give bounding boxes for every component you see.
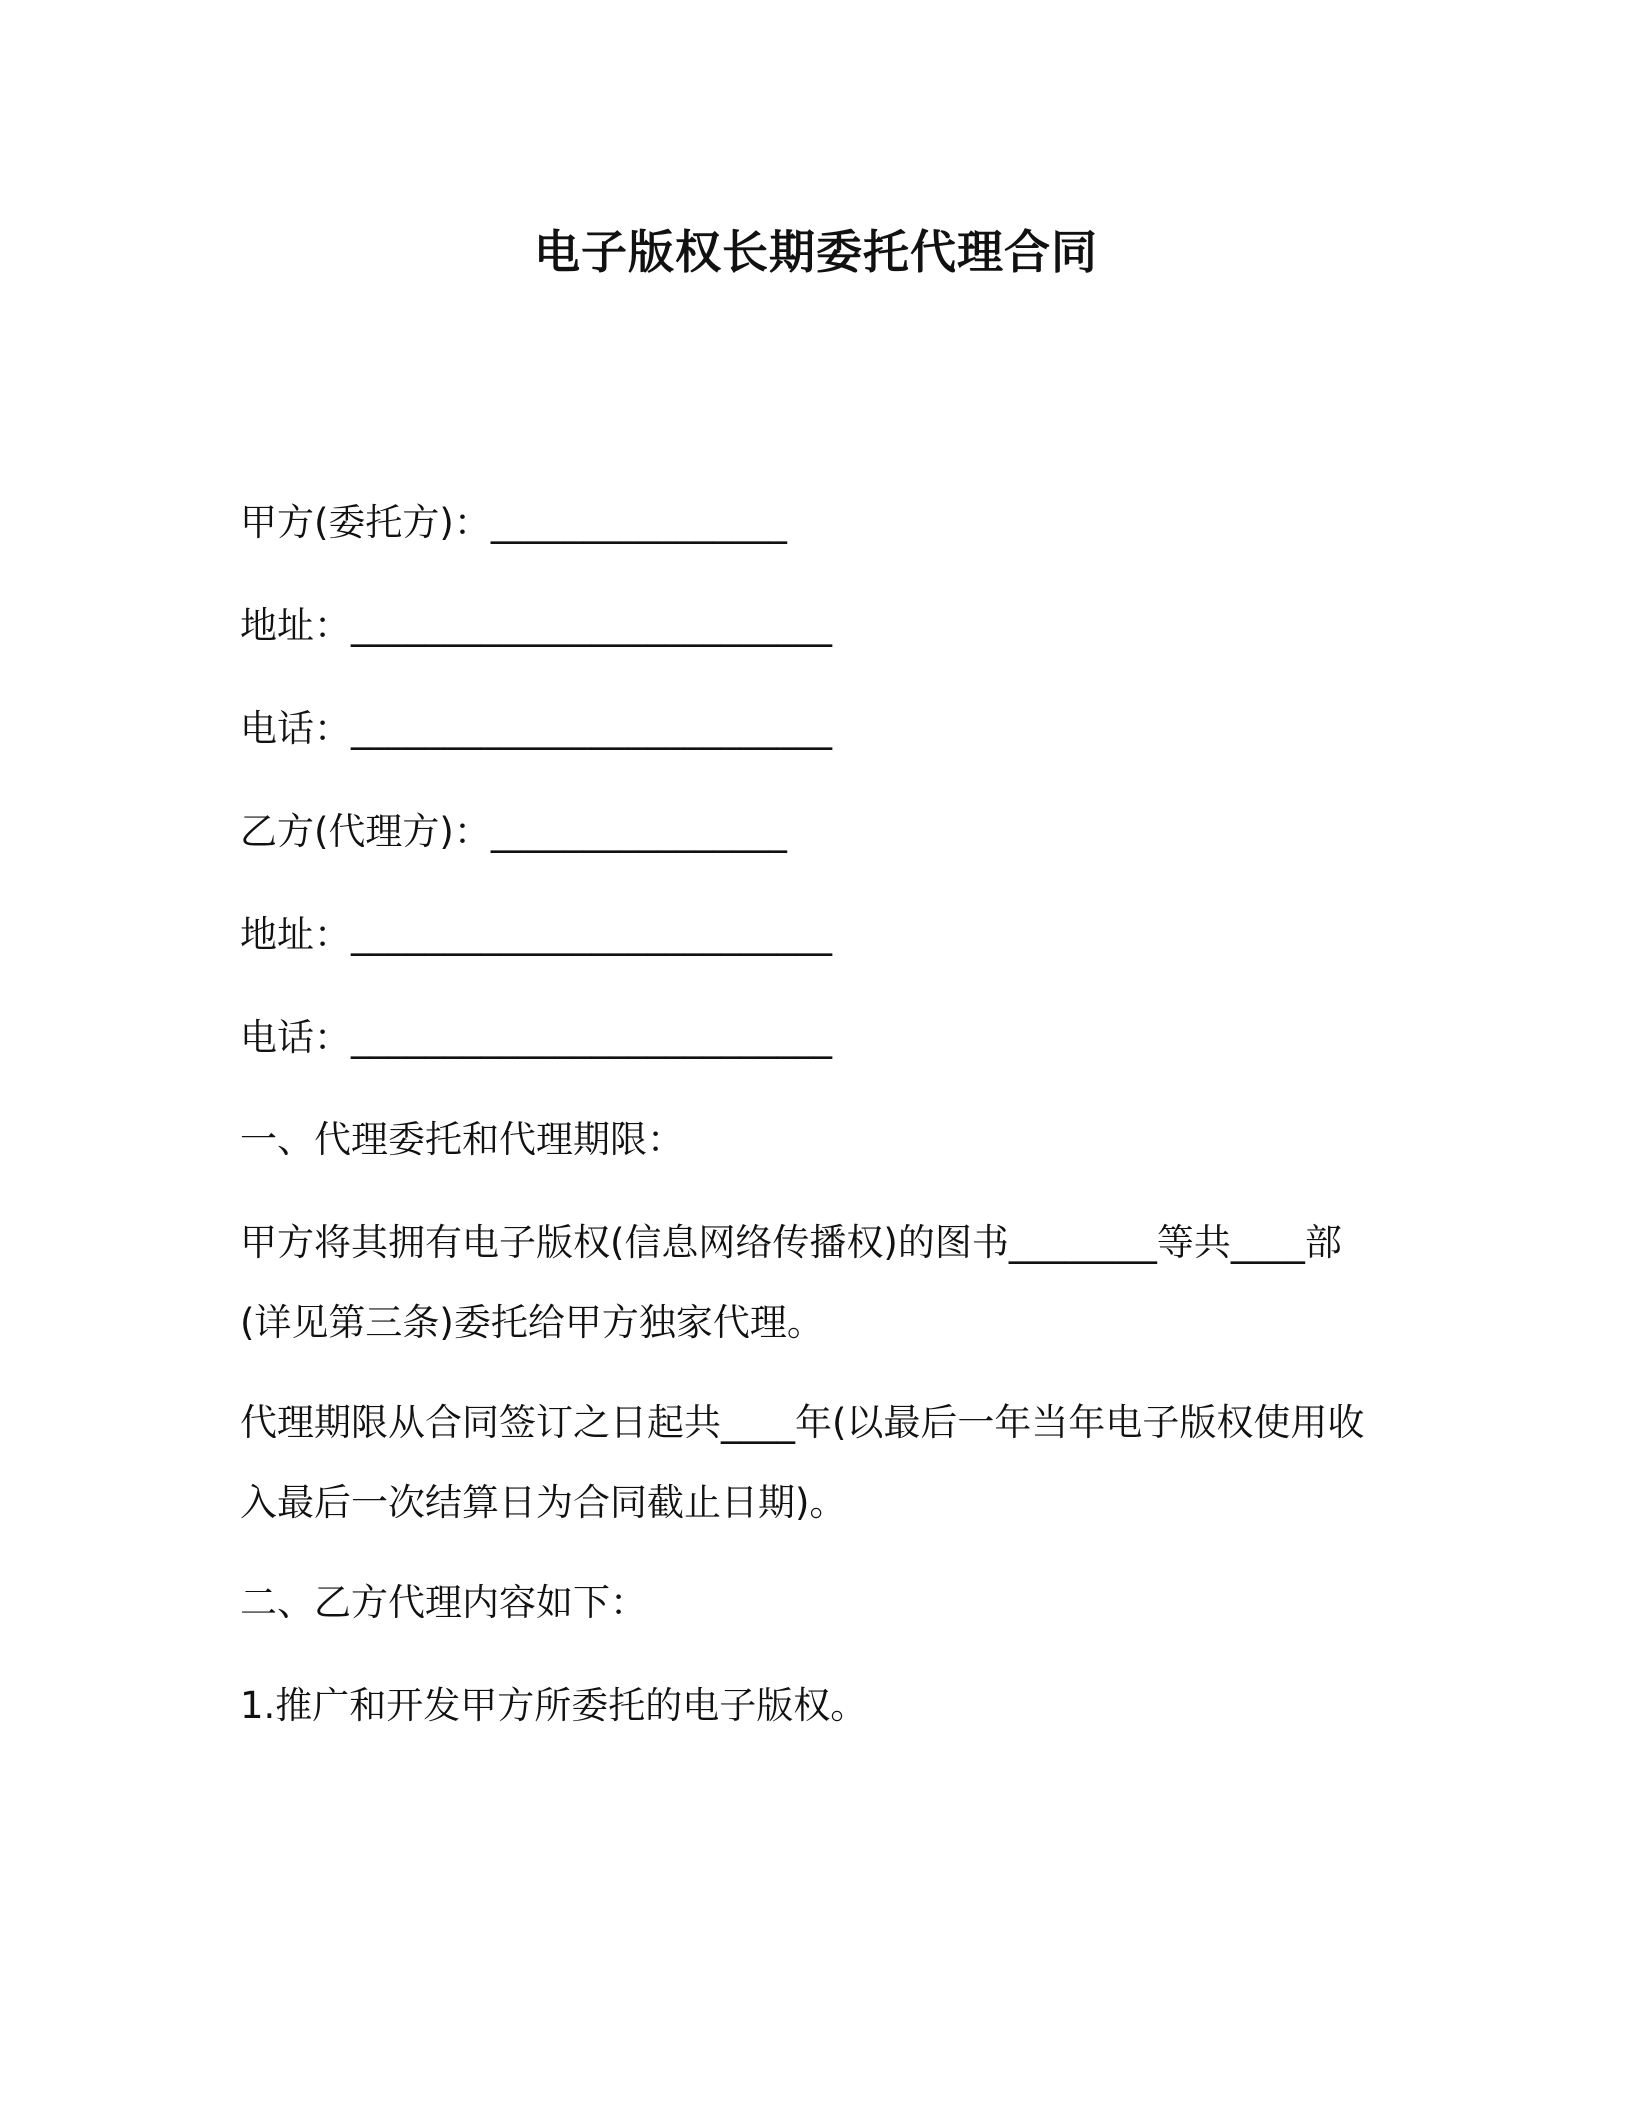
- party-a-phone-line: 电话：__________________________: [240, 707, 832, 750]
- section-1-paragraph-2: [240, 1398, 1380, 1558]
- party-a-name-line: 甲方(委托方)：________________: [240, 501, 787, 544]
- paragraph-line: 代理期限从合同签订之日起共____年(以最后一年当年电子版权使用收: [240, 1401, 1365, 1444]
- party-b-address-line: 地址：__________________________: [240, 913, 832, 956]
- section-2-item-1: 1.推广和开发甲方所委托的电子版权。: [240, 1684, 868, 1727]
- section-2-heading: 二、乙方代理内容如下：: [240, 1581, 647, 1624]
- section-1-heading: 一、代理委托和代理期限：: [240, 1118, 684, 1161]
- party-a-address-line: 地址：__________________________: [240, 604, 832, 647]
- party-b-name-line: 乙方(代理方)：________________: [240, 810, 787, 853]
- document-title: 电子版权长期委托代理合同: [534, 225, 1098, 279]
- paragraph-line: 入最后一次结算日为合同截止日期)。: [240, 1481, 847, 1524]
- paragraph-line: (详见第三条)委托给甲方独家代理。: [240, 1301, 824, 1344]
- paragraph-line: 甲方将其拥有电子版权(信息网络传播权)的图书________等共____部: [240, 1221, 1342, 1264]
- party-b-phone-line: 电话：__________________________: [240, 1016, 832, 1059]
- section-1-paragraph-1: [240, 1218, 1380, 1378]
